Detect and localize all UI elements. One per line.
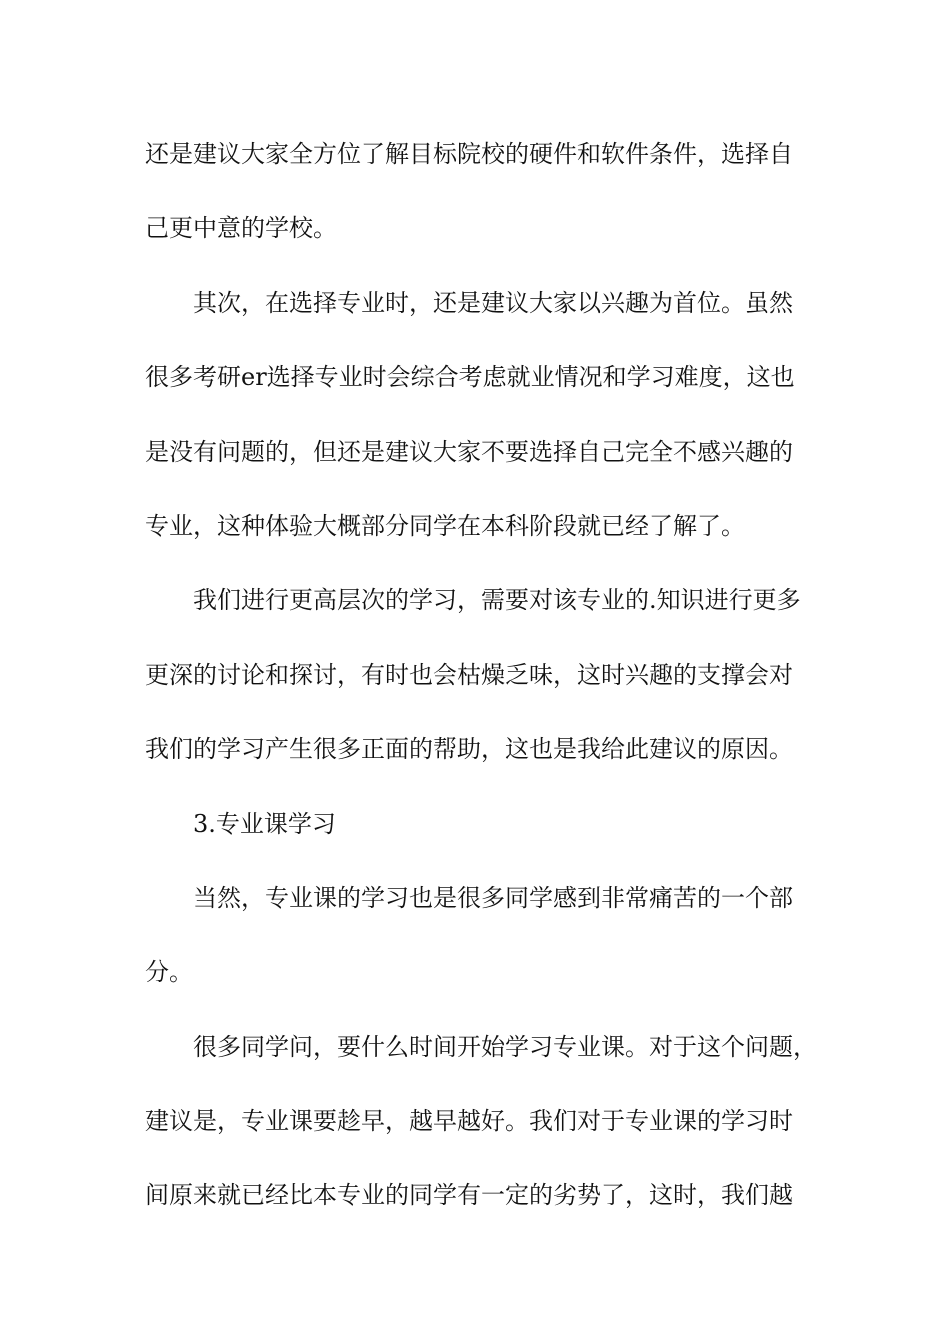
section-heading: 3.专业课学习 xyxy=(193,809,336,838)
paragraph-line: 专业，这种体验大概部分同学在本科阶段就已经了解了。 xyxy=(145,511,745,540)
paragraph-line: 分。 xyxy=(145,958,193,987)
paragraph-line: 还是建议大家全方位了解目标院校的硬件和软件条件，选择自 xyxy=(145,140,793,168)
paragraph-line: 己更中意的学校。 xyxy=(145,214,337,243)
paragraph-line: 我们进行更高层次的学习，需要对该专业的.知识进行更多 xyxy=(193,586,801,615)
paragraph-line: 更深的讨论和探讨，有时也会枯燥乏味，这时兴趣的支撑会对 xyxy=(145,660,793,689)
paragraph-line: 我们的学习产生很多正面的帮助，这也是我给此建议的原因。 xyxy=(145,735,793,764)
paragraph-line: 很多考研er选择专业时会综合考虑就业情况和学习难度，这也 xyxy=(145,363,795,392)
paragraph-line: 当然，专业课的学习也是很多同学感到非常痛苦的一个部 xyxy=(193,883,793,912)
paragraph-line: 建议是，专业课要趁早，越早越好。我们对于专业课的学习时 xyxy=(145,1107,793,1136)
paragraph-line: 间原来就已经比本专业的同学有一定的劣势了，这时，我们越 xyxy=(145,1181,793,1210)
document-body xyxy=(145,128,815,1244)
paragraph-line: 很多同学问，要什么时间开始学习专业课。对于这个问题， xyxy=(193,1032,817,1061)
paragraph-line: 是没有问题的，但还是建议大家不要选择自己完全不感兴趣的 xyxy=(145,437,793,466)
paragraph-line: 其次，在选择专业时，还是建议大家以兴趣为首位。虽然 xyxy=(193,288,793,317)
